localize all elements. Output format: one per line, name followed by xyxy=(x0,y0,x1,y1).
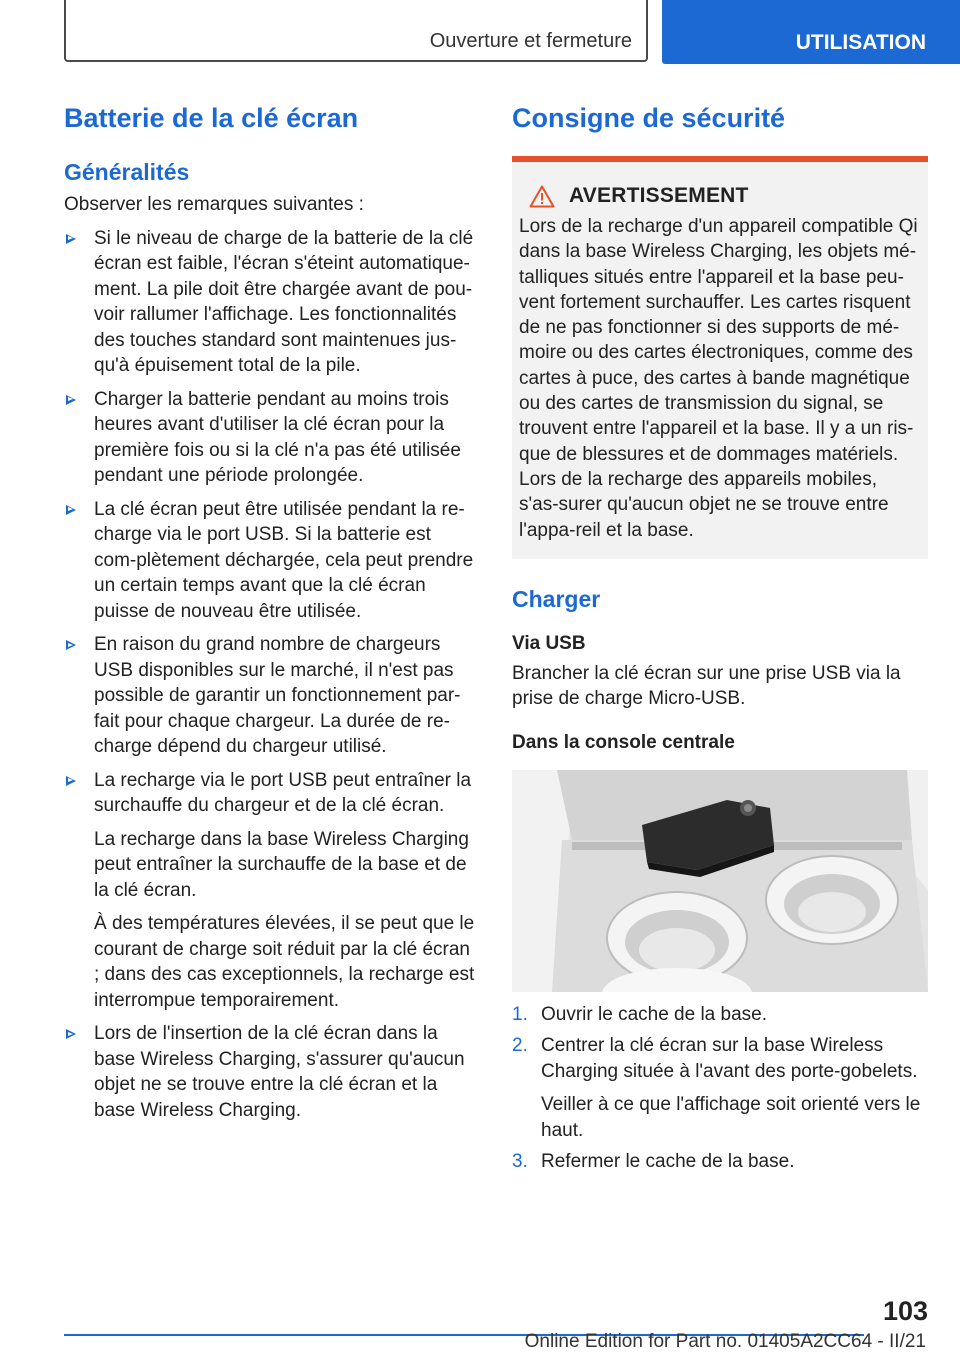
step-note: Veiller à ce que l'affichage soit orienté vers le haut. xyxy=(541,1094,921,1141)
step-number: 2. xyxy=(512,1035,528,1057)
list-item: 2. Centrer la clé écran sur la base Wireless Charging située à l'avant des porte-gobelets. Veiller à ce que l'affichage soit orienté vers le haut. xyxy=(512,1033,928,1143)
header-frame xyxy=(64,0,648,62)
page-title: Batterie de la clé écran xyxy=(64,103,359,133)
right-column xyxy=(512,96,928,1175)
list-item: En raison du grand nombre de chargeurs USB disponibles sur le marché, il n'est pas possible de garantir un fonctionnement par-fait pour chaque chargeur. La durée de re-charge dépend du chargeur utilisé. xyxy=(64,632,478,760)
list-item: Si le niveau de charge de la batterie de la clé écran est faible, l'écran s'éteint automatique-ment. La pile doit être chargée avant de pou-voir rallumer l'affichage. Les fonctionnalités des touches standard sont maintenues jus-qu'à épuisement total de la pile. xyxy=(64,226,478,379)
step-number: 1. xyxy=(512,1003,528,1025)
triangle-bullet-icon xyxy=(66,234,76,244)
page-number: 103 xyxy=(882,1296,928,1326)
triangle-bullet-icon xyxy=(66,640,76,650)
list-item-paragraph: À des températures élevées, il se peut que le courant de charge soit réduit par la clé écran ; dans des cas exceptionnels, la recharge est interrompue temporairement. xyxy=(94,913,475,1011)
list-item: Lors de l'insertion de la clé écran dans la base Wireless Charging, s'assurer qu'aucun objet ne se trouve entre la clé écran et la base Wireless Charging. xyxy=(64,1021,478,1123)
list-item-paragraph: La recharge dans la base Wireless Charging peut entraîner la surchauffe de la base et de la clé écran. xyxy=(94,828,469,901)
triangle-bullet-icon xyxy=(66,776,76,786)
triangle-bullet-icon xyxy=(66,395,76,405)
warning-label: AVERTISSEMENT xyxy=(569,184,749,207)
steps-list xyxy=(512,1002,928,1175)
center-console-cupholder-image xyxy=(512,770,928,992)
section-heading-general: Généralités xyxy=(64,159,190,185)
warning-text: Lors de la recharge d'un appareil compatible Qi dans la base Wireless Charging, les objets mé-talliques situés entre l'appareil et la base peu-vent fortement surchauffer. Les cartes risquent de ne pas fonctionner si des supports de mé-moire ou des cartes électroniques, comme des cartes à puce, des cartes à bande magnétique ou des cartes de transmission du signal, se trouvent entre l'appareil et la base. Il y a un ris-que de blessures et de dommages matériels. Lors de la recharge des appareils mobiles, s'as-surer qu'aucun objet ne se trouve entre l'appa-reil et la base. xyxy=(519,216,918,541)
edition-footer: Online Edition for Part no. 01405A2CC64 - II/21 xyxy=(524,1331,926,1352)
warning-triangle-icon xyxy=(529,185,555,208)
console-heading: Dans la console centrale xyxy=(512,731,735,753)
triangle-bullet-icon xyxy=(66,505,76,515)
section-heading-charge: Charger xyxy=(512,585,601,612)
remarks-list xyxy=(64,226,478,1124)
usb-text: Brancher la clé écran sur une prise USB via la prise de charge Micro-USB. xyxy=(512,662,901,710)
list-item: 3. Refermer le cache de la base. xyxy=(512,1149,928,1175)
warning-header xyxy=(519,184,921,208)
safety-title: Consigne de sécurité xyxy=(512,103,786,133)
triangle-bullet-icon xyxy=(66,1029,76,1039)
list-item: 1. Ouvrir le cache de la base. xyxy=(512,1002,928,1028)
usb-heading: Via USB xyxy=(512,632,586,654)
left-column xyxy=(64,96,478,1123)
list-item: La clé écran peut être utilisée pendant la re-charge via le port USB. Si la batterie est com-plètement déchargée, cela peut prendre un certain temps avant que la clé écran puisse de nouveau être utilisée. xyxy=(64,497,478,625)
step-number: 3. xyxy=(512,1151,528,1173)
intro-text: Observer les remarques suivantes : xyxy=(64,194,364,215)
list-item: La recharge via le port USB peut entraîner la surchauffe du chargeur et de la clé écran. La recharge dans la base Wireless Charging peut entraîner la surchauffe de la base et de la clé écran. À des températures élevées, il se peut que le courant de charge soit réduit par la clé écran ; dans des cas exceptionnels, la recharge est interrompue temporairement. xyxy=(64,768,478,1014)
list-item: Charger la batterie pendant au moins trois heures avant d'utiliser la clé écran pour la première fois ou si la clé n'a pas été utilisée pendant une période prolongée. xyxy=(64,387,478,489)
section-title: Ouverture et fermeture xyxy=(429,30,632,52)
warning-box xyxy=(512,156,928,559)
chapter-tab[interactable]: UTILISATION xyxy=(662,0,960,64)
